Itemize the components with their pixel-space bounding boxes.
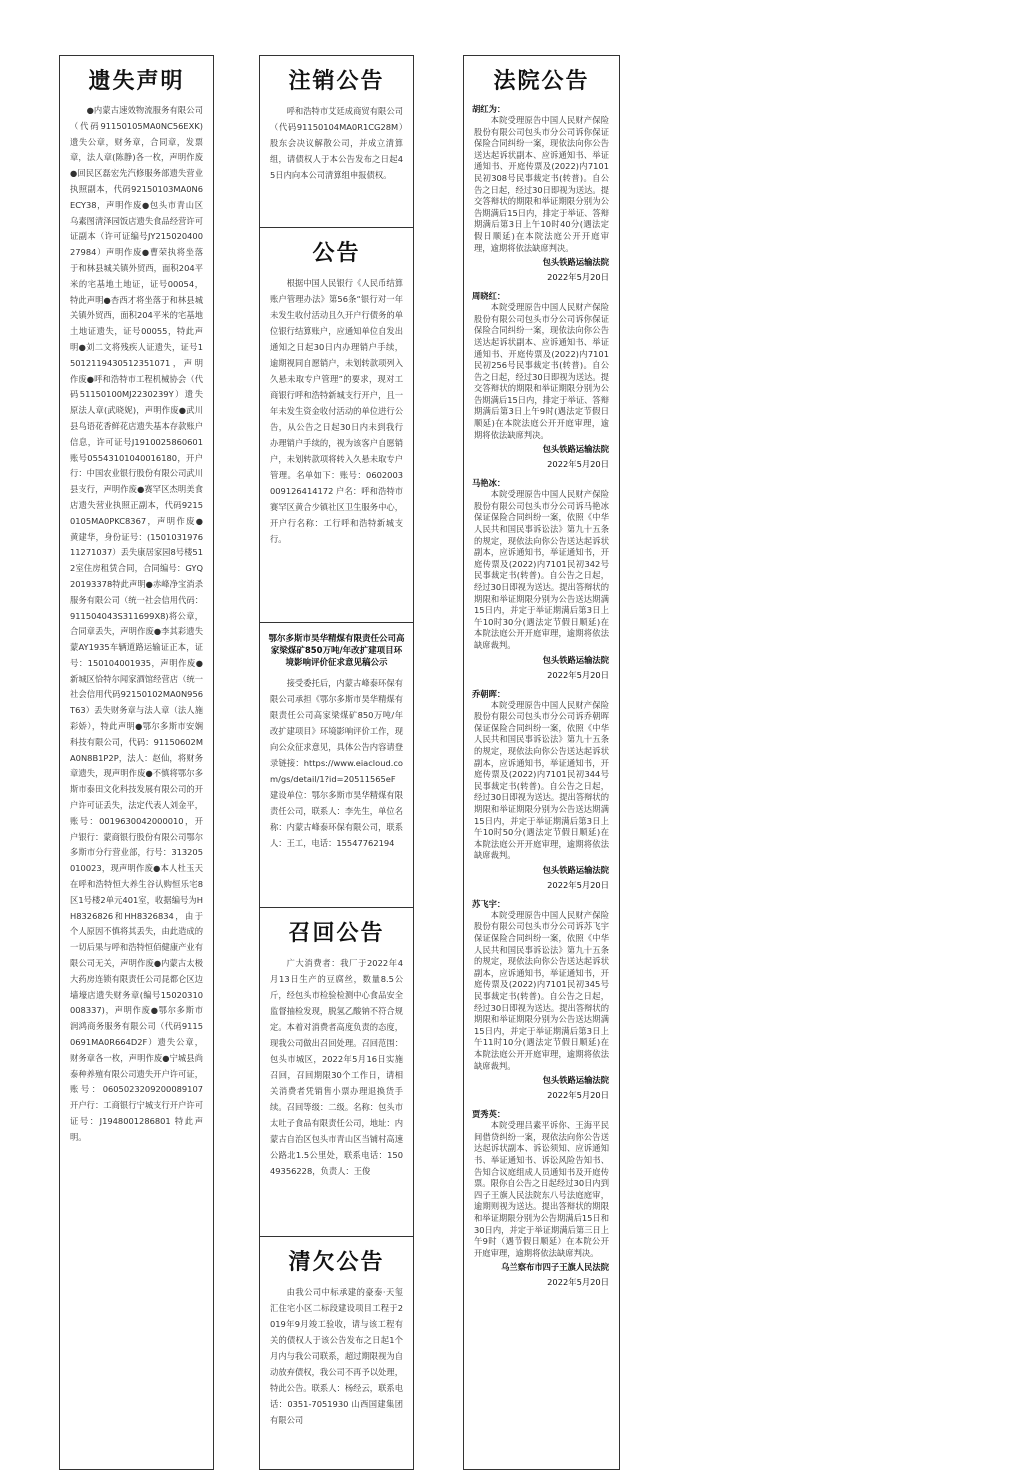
court-notice-item: [464, 1108, 619, 1289]
recall-notice: [260, 908, 413, 1237]
court-name: 包头铁路运输法院: [542, 444, 609, 455]
column-notices: [259, 55, 414, 1470]
court-notice-item: [464, 898, 619, 1102]
environmental-notice: [260, 623, 413, 908]
party-name: 马艳冰：: [472, 478, 506, 489]
court-notice-item: [464, 688, 619, 892]
debt-clearing-notice: [260, 1237, 413, 1467]
column-lost-statements: [59, 55, 214, 1470]
notice-text: 本院受理原告中国人民财产保险股份有限公司包头市分公司诉苏飞宇保证保险合同纠纷一案，依照《中华人民共和国民事诉讼法》第九十五条的规定，现依法向你公告送达起诉状副本，应诉通知书，举证通知书，开庭传票及(2022)内7101民初345号民事裁定书(转普)。自公告之日起，经过30日即视为送达。提出答辩状的期限和举证期限分别为公告送达期满15日内，并定于举证期满后第3日上午11时10分(遇法定节假日顺延)在本院法庭公开开庭审理，逾期将依法缺席裁判。: [474, 909, 610, 1071]
party-name: 周晓红：: [472, 291, 506, 302]
environmental-notice-body: 接受委托后，内蒙古峰泰环保有限公司承担《鄂尔多斯市昊华精煤有限责任公司高家梁煤矿850万吨/年改扩建项目》环境影响评价工作，现向公众征求意见，具体公告内容请登录链接：https://www.eiacloud.com/gs/detail/1?id=20511565eF建设单位：鄂尔多斯市昊华精煤有限责任公司，联系人：李先生，单位名称：内蒙古峰泰环保有限公司，联系人：王工，电话：15547762194: [270, 678, 403, 848]
court-name: 包头铁路运输法院: [542, 1075, 609, 1086]
notice-text: 本院受理原告中国人民财产保险股份有限公司包头市分公司诉你保证保险合同纠纷一案，现依法向你公告送达起诉状副本、应诉通知书、举证通知书、开庭传票及(2022)内7101民初308号民事裁定书(转普)。自公告之日起，经过30日即视为送达。提交答辩状的期限和举证期限分别为公告期满后15日内，排定于举证、答辩期满后第3日上午10时40分(遇法定假日顺延)在本院法庭公开开庭审理，逾期将依法缺席判决。: [474, 115, 610, 253]
notice-date: 2022年5月20日: [547, 459, 609, 470]
notice-date: 2022年5月20日: [547, 1277, 609, 1288]
cancellation-notice-body: 呼和浩特市艾廷成商贸有限公司（代码91150104MA0R1CG28M）股东会决议解散公司，并成立清算组，请债权人于本公告发布之日起45日内向本公司清算组申报债权。: [270, 106, 403, 180]
environmental-notice-title: 鄂尔多斯市昊华精煤有限责任公司高家梁煤矿850万吨/年改扩建项目环境影响评价征求意见稿公示: [268, 634, 405, 668]
notice-text: 本院受理原告中国人民财产保险股份有限公司包头市分公司诉马艳冰保证保险合同纠纷一案，依照《中华人民共和国民事诉讼法》第九十五条的规定，现依法向你公告送达起诉状副本，应诉通知书，举证通知书，开庭传票及(2022)内7101民初342号民事裁定书(转普)。自公告之日起，经过30日即视为送达。提出答辩状的期限和举证期限分别为公告送达期满15日内，并定于举证期满后第3日上午10时30分(遇法定节假日顺延)在本院法庭公开开庭审理，逾期将依法缺席裁判。: [474, 489, 610, 650]
court-name: 乌兰察布市四子王旗人民法院: [501, 1262, 609, 1273]
debt-clearing-notice-body: 由我公司中标承建的豪泰·天玺汇住宅小区二标段建设项目工程于2019年9月竣工验收，请与该工程有关的债权人于该公告发布之日起1个月内与我公司联系，超过期限视为自动放弃债权，我公司不再予以处理，特此公告。联系人：杨经云，联系电话：0351-7051930 山西国建集团有限公司: [270, 1287, 403, 1425]
court-name: 包头铁路运输法院: [542, 257, 609, 268]
cancellation-notice: [260, 56, 413, 228]
court-notice-item: [464, 477, 619, 681]
court-name: 包头铁路运输法院: [542, 654, 609, 665]
lost-statement-title: 遗失声明: [88, 69, 185, 94]
court-name: 包头铁路运输法院: [542, 864, 609, 875]
recall-notice-body: 广大消费者：我厂于2022年4月13日生产的豆腐丝，数量8.5公斤，经包头市检验检测中心食品安全监督抽检发现，脱氢乙酸钠不符合规定。本着对消费者高度负责的态度，现我公司做出召回处理。召回范围：包头市城区，2022年5月16日实施召回，召回期限30个工作日，请相关消费者凭销售小票办理退换货手续。召回等级：二级。名称：包头市太吐子食品有限责任公司，地址：内蒙古自治区包头市青山区当铺村高速公路北1.5公里处，联系电话：15049356228，负责人：王俊: [270, 958, 403, 1176]
debt-clearing-notice-title: 清欠公告: [288, 1250, 385, 1275]
court-notice-item: [464, 290, 619, 471]
notice-text: 本院受理原告中国人民财产保险股份有限公司包头市分公司诉你保证保险合同纠纷一案，现依法向你公告送达起诉状副本、应诉通知书、举证通知书、开庭传票及(2022)内7101民初256号民事裁定书(转普)。自公告之日起，经过30日即视为送达。提交答辩状的期限和举证期限分别为公告期满后15日内，排定于举证、答辩期满后第3日上午9时(遇法定节假日顺延)在本院法庭公开开庭审理，逾期将依法缺席判决。: [474, 302, 610, 440]
notice-date: 2022年5月20日: [547, 669, 609, 680]
notice-date: 2022年5月20日: [547, 879, 609, 890]
bank-notice: [260, 228, 413, 623]
court-notice-item: [464, 103, 619, 284]
notice-date: 2022年5月20日: [547, 272, 609, 283]
party-name: 苏飞宇：: [472, 898, 506, 909]
cancellation-notice-title: 注销公告: [288, 69, 385, 94]
notice-date: 2022年5月20日: [547, 1090, 609, 1101]
notice-text: 本院受理原告中国人民财产保险股份有限公司包头市分公司诉乔朝晖保证保险合同纠纷一案，依照《中华人民共和国民事诉讼法》第九十五条的规定，现依法向你公告送达起诉状副本，应诉通知书，举证通知书，开庭传票及(2022)内7101民初344号民事裁定书(转普)。自公告之日起，经过30日即视为送达。提出答辩状的期限和举证期限分别为公告送达期满15日内，并定于举证期满后第3日上午10时50分(遇法定节假日顺延)在本院法庭公开开庭审理，逾期将依法缺席裁判。: [474, 699, 610, 861]
column-court-notices: [463, 55, 620, 1470]
party-name: 乔朝晖：: [472, 688, 506, 699]
lost-statement-body: ●内蒙古速效物流服务有限公司（代码91150105MA0NC56EXK)遗失公章，财务章，合同章，发票章，法人章(陈静)各一枚，声明作废●回民区磊宏先汽修服务部遗失营业执照副本，代码92150103MA0N6ECY38，声明作废●包头市青山区乌素图清泽园饭店遗失食品经营许可证副本（许可证编号JY21502040027984）声明作废●曹荣执将坐落于和林县城关镇外贸西，面积204平米的宅基地土地证，证号00054，特此声明●杏西才将坐落于和林县城关镇外贸西，面积204平米的宅基地土地证遗失，证号00055，特此声明●刘二文将残疾人证遗失，证号15012119430512351071，声明作废●呼和浩特市工程机械协会（代码51150100MJ2230239Y）遗失原法人章(武晓妮)，声明作废●武川县鸟语花香鲜花店遗失基本存款账户信息，许可证号J1910025860601 账号05543101040016180，开户行：中国农业银行股份有限公司武川县支行，声明作废●赛罕区杰明美食店遗失营业执照正副本，代码92150105MA0PKC8367，声明作废●黄建华，身份证号：(150103197611271037）丢失康居家园8号楼512室住房租赁合同，合同编号：GYQ20193378特此声明●赤峰净宝消杀服务有限公司（统一社会信用代码：911504043S311699X8)将公章，合同章丢失，声明作废●李其彩遗失蒙AY1935车辆道路运输证正本，证号：150104001935，声明作废●新城区恰特尔闻家酒馆经营店（统一社会信用代码92150102MA0N956T63）丢失财务章与法人章（法人施彩娇），特此声明●鄂尔多斯市安娴科技有限公司，代码：91150602MA0N8B1P2P，法人：赵仙，将财务章遗失，现声明作废●不慎将鄂尔多斯市泰田文化科技发展有限公司的开户许可证丢失，法定代表人刘金平，账号：0019630042000010，开户银行：蒙商银行股份有限公司鄂尔多斯市分行营业部，行号：313205010023，现声明作废●本人杜玉天在呼和浩特恒大养生谷认购恒乐宅8区1号楼2单元401室，收据编号为HH8326826和HH8326834，由于个人原因不慎将其丢失，由此造成的一切后果与呼和浩特恒佰健康产业有限公司无关，声明作废●内蒙古太极大药房连锁有限责任公司昆都仑区边墙壕店遗失财务章(编号15020310008337)，声明作废●鄂尔多斯市润鸿商务服务有限公司（代码91150691MA0R664D2F）遗失公章，财务章各一枚，声明作废●宁城县尚泰种养殖有限公司遗失开户许可证，账号：0605023209200089107 开户行：工商银行宁城支行开户许可证号：J1948001286801 特此声明。: [70, 105, 203, 1142]
recall-notice-title: 召回公告: [288, 921, 385, 946]
party-name: 贾秀英：: [472, 1109, 506, 1120]
party-name: 胡红为：: [472, 104, 506, 114]
bank-notice-title: 公告: [312, 241, 361, 266]
court-notice-title: 法院公告: [493, 69, 590, 94]
notice-text: 本院受理吕素平诉你、王海平民间借贷纠纷一案，现依法向你公告送达起诉状副本、诉讼须知、应诉通知书、举证通知书、诉讼风险告知书、告知合议庭组成人员通知书及开庭传票。限你自公告之日起经过30日内到四子王旗人民法院东八号法庭庭审，逾期则视为送达。提出答辩状的期限和举证期限分别为公告期满后15日和30日内，并定于举证期满后第三日上午9时（遇节假日顺延）在本院公开开庭审理，逾期将依法缺席判决。: [474, 1120, 610, 1258]
bank-notice-body: 根据中国人民银行《人民币结算账户管理办法》第56条“银行对一年未发生收付活动且久开户行债务的单位银行结算账户，应通知单位自发出通知之日起30日内办理销户手续，逾期视同自愿销户，未划转款项列入久悬未取专户管理”的要求，现对工商银行呼和浩特新城支行开户，且一年未发生资金收付活动的单位进行公告，从公告之日起30日内未到我行办理销户手续的，视为该客户自愿销户，未划转款项将转入久悬未取专户管理。名单如下：账号：0602003009126414172 户名：呼和浩特市赛罕区黄合少镇社区卫生服务中心，开户行名称：工行呼和浩特新城支行。: [270, 278, 403, 544]
